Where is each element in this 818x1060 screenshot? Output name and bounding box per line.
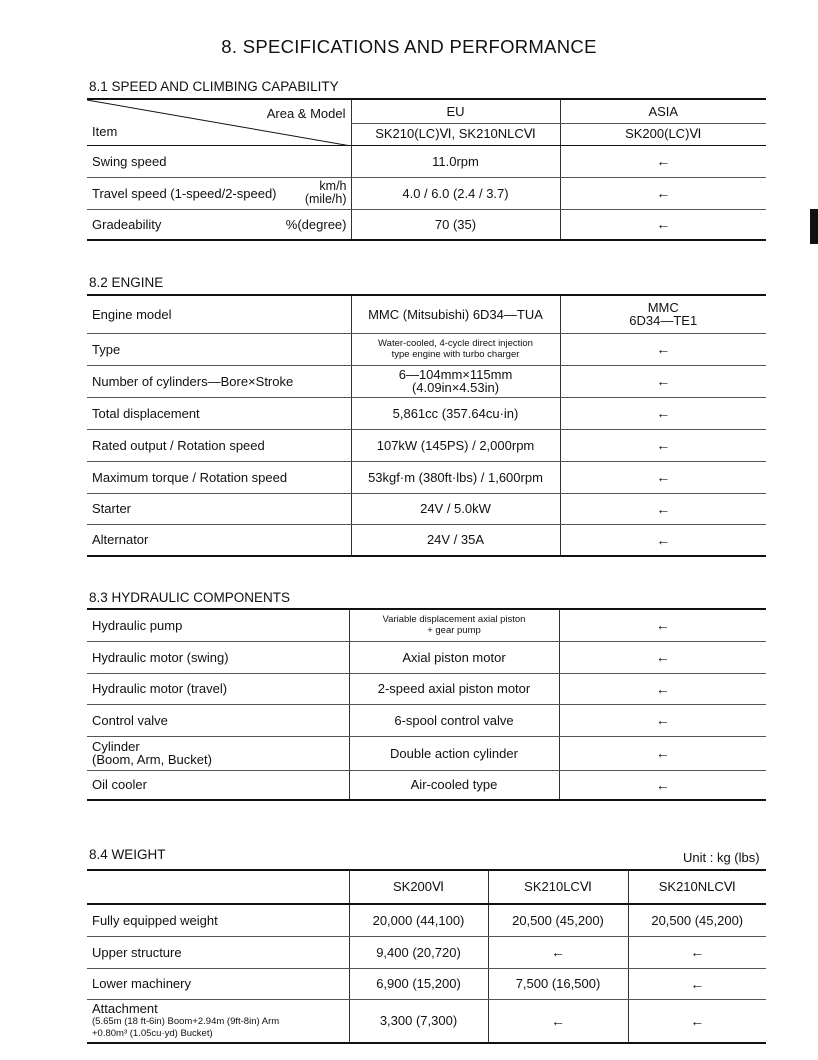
value-asia: ← <box>559 673 766 704</box>
unit-metric: km/h <box>319 179 347 193</box>
item-alternator: Alternator <box>87 524 351 556</box>
value-asia: ← <box>559 770 766 800</box>
value-sk200: 9,400 (20,720) <box>349 936 488 968</box>
value-asia: ← <box>560 524 766 556</box>
section-heading-hydraulic: 8.3 HYDRAULIC COMPONENTS <box>89 590 291 605</box>
value-eu <box>351 333 560 365</box>
asia-line-1: MMC <box>647 300 679 316</box>
value-eu: 11.0rpm <box>351 145 560 177</box>
value-asia: ← <box>560 177 766 209</box>
value-eu <box>351 365 560 397</box>
page-title: 8. SPECIFICATIONS AND PERFORMANCE <box>221 36 597 57</box>
value-eu: MMC (Mitsubishi) 6D34—TUA <box>351 295 560 333</box>
value-sk210lc: ← <box>488 936 628 968</box>
value-asia: ← <box>560 461 766 493</box>
item-line-2: (Boom, Arm, Bucket) <box>92 752 212 767</box>
value-eu: 2-speed axial piston motor <box>349 673 559 704</box>
corner-area-model: Area & Model <box>266 106 346 121</box>
value-sk200: 3,300 (7,300) <box>349 999 488 1043</box>
value-sk200: 20,000 (44,100) <box>349 904 488 936</box>
asia-line-2: 6D34—TE1 <box>629 313 698 329</box>
item-line-1: Cylinder <box>92 739 140 754</box>
value-asia: ← <box>559 641 766 673</box>
section-heading-weight: 8.4 WEIGHT <box>89 847 166 862</box>
value-asia: ← <box>560 333 766 365</box>
item-max-torque: Maximum torque / Rotation speed <box>87 461 351 493</box>
item-hydraulic-pump: Hydraulic pump <box>87 609 349 641</box>
eu-line-2: (4.09in×4.53in) <box>411 380 500 395</box>
value-asia: ← <box>560 209 766 240</box>
value-asia: ← <box>560 397 766 429</box>
item-label: Gradeability <box>92 216 162 232</box>
value-eu: Double action cylinder <box>349 736 559 770</box>
value-asia: ← <box>559 704 766 736</box>
item-motor-swing: Hydraulic motor (swing) <box>87 641 349 673</box>
value-sk210lc: 7,500 (16,500) <box>488 968 628 999</box>
eu-line-1: Water-cooled, 4-cycle direct injection <box>378 338 533 349</box>
header-eu: EU <box>351 99 560 123</box>
corner-item: Item <box>92 124 118 139</box>
item-starter: Starter <box>87 493 351 524</box>
value-sk210lc: ← <box>488 999 628 1043</box>
header-sk200: SK200Ⅵ <box>349 870 488 904</box>
item-displacement: Total displacement <box>87 397 351 429</box>
item-oil-cooler: Oil cooler <box>87 770 349 800</box>
item-upper-structure: Upper structure <box>87 936 349 968</box>
item-fully-equipped: Fully equipped weight <box>87 904 349 936</box>
header-asia: ASIA <box>560 99 766 123</box>
eu-line-2: + gear pump <box>427 625 481 637</box>
value-asia: ← <box>559 609 766 641</box>
value-eu <box>349 609 559 641</box>
value-asia: ← <box>560 429 766 461</box>
value-asia: ← <box>560 145 766 177</box>
item-engine-model: Engine model <box>87 295 351 333</box>
value-sk210lc: 20,500 (45,200) <box>488 904 628 936</box>
header-sk210nlc: SK210NLCⅥ <box>628 870 766 904</box>
value-eu: Axial piston motor <box>349 641 559 673</box>
value-asia <box>560 295 766 333</box>
header-sk210lc: SK210LCⅥ <box>488 870 628 904</box>
side-index-tab <box>810 209 818 244</box>
unit-note: Unit : kg (lbs) <box>683 850 760 865</box>
header-corner-cell <box>87 99 351 145</box>
item-unit: %(degree) <box>285 216 347 232</box>
value-eu: 24V / 5.0kW <box>351 493 560 524</box>
value-eu: 70 (35) <box>351 209 560 240</box>
item-rated-output: Rated output / Rotation speed <box>87 429 351 461</box>
eu-line-1: 6—104mm×115mm <box>398 367 513 382</box>
unit-imperial: (mile/h) <box>304 192 347 206</box>
attachment-label: Attachment <box>92 1000 158 1016</box>
eu-line-1: Variable displacement axial piston <box>382 614 526 626</box>
value-sk200: 6,900 (15,200) <box>349 968 488 999</box>
item-lower-machinery: Lower machinery <box>87 968 349 999</box>
attachment-detail-2: +0.80m³ (1.05cu·yd) Bucket) <box>92 1027 213 1039</box>
header-eu-models: SK210(LC)Ⅵ, SK210NLCⅥ <box>351 123 560 145</box>
speed-table <box>87 98 766 241</box>
section-heading-speed: 8.1 SPEED AND CLIMBING CAPABILITY <box>89 79 339 94</box>
hydraulic-table <box>87 608 766 801</box>
engine-table <box>87 294 766 557</box>
attachment-detail-1: (5.65m (18 ft-6in) Boom+2.94m (9ft-8in) Arm <box>92 1015 280 1027</box>
value-eu: Air-cooled type <box>349 770 559 800</box>
value-asia: ← <box>559 736 766 770</box>
item-motor-travel: Hydraulic motor (travel) <box>87 673 349 704</box>
item-attachment <box>87 999 349 1043</box>
value-sk210nlc: ← <box>628 936 766 968</box>
value-eu: 24V / 35A <box>351 524 560 556</box>
value-asia: ← <box>560 365 766 397</box>
item-swing-speed: Swing speed <box>87 145 351 177</box>
value-eu: 4.0 / 6.0 (2.4 / 3.7) <box>351 177 560 209</box>
item-control-valve: Control valve <box>87 704 349 736</box>
value-sk210nlc: ← <box>628 999 766 1043</box>
item-gradeability <box>92 217 347 232</box>
eu-line-2: type engine with turbo charger <box>391 349 520 360</box>
item-type: Type <box>87 333 351 365</box>
section-heading-engine: 8.2 ENGINE <box>89 275 164 290</box>
value-eu: 6-spool control valve <box>349 704 559 736</box>
value-eu: 5,861cc (357.64cu·in) <box>351 397 560 429</box>
header-asia-models: SK200(LC)Ⅵ <box>560 123 766 145</box>
weight-table <box>87 869 766 1044</box>
item-cylinder <box>87 736 349 770</box>
value-eu: 107kW (145PS) / 2,000rpm <box>351 429 560 461</box>
value-eu: 53kgf·m (380ft·lbs) / 1,600rpm <box>351 461 560 493</box>
header-blank <box>87 870 349 904</box>
item-cylinders: Number of cylinders—Bore×Stroke <box>87 365 351 397</box>
value-asia: ← <box>560 493 766 524</box>
value-sk210nlc: 20,500 (45,200) <box>628 904 766 936</box>
item-unit <box>305 180 347 206</box>
item-travel-speed <box>92 180 347 206</box>
value-sk210nlc: ← <box>628 968 766 999</box>
item-label: Travel speed (1-speed/2-speed) <box>92 185 277 201</box>
